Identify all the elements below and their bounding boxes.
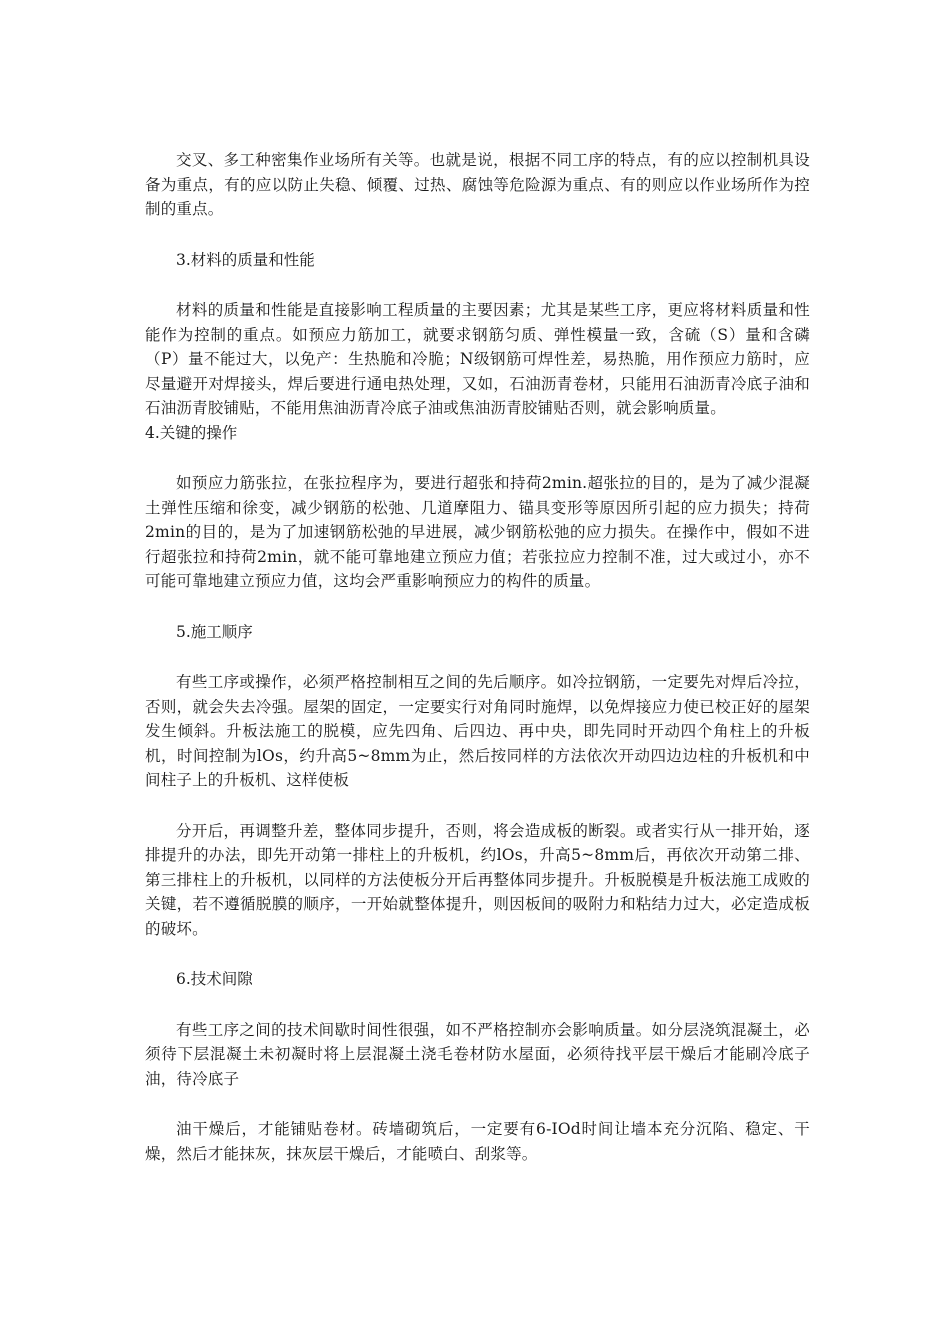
heading-technical-interval: 6.技术间隙 <box>176 970 253 988</box>
paragraph-key-operation: 如预应力筋张拉，在张拉程序为，要进行超张和持荷2min.超张拉的目的，是为了减少混凝土弹性压缩和徐变，减少钢筋的松弛、几道摩阻力、锚具变形等原因所引起的应力损失；持荷2min的目的，是为了加速钢筋松弛的早进展，减少钢筋松弛的应力损失。在操作中，假如不进行超张拉和持荷2min，就不能可靠地建立预应力值；若张拉应力控制不准，过大或过小，亦不可能可靠地建立预应力值，这均会严重影响预应力的构件的质量。 <box>145 474 810 590</box>
heading-construction-sequence: 5.施工顺序 <box>176 622 253 641</box>
paragraph-construction-sequence: 有些工序或操作，必须严格控制相互之间的先后顺序。如冷拉钢筋，一定要先对焊后冷拉，否则，就会失去冷强。屋架的固定，一定要实行对角同时施焊，以免焊接应力使已校正好的屋架发生倾斜。升板法施工的脱模，应先四角、后四边、再中央，即先同时开动四个角柱上的升板机，时间控制为lOs，约升高5~8mm为止，然后按同样的方法依次开动四边边柱的升板机和中间柱子上的升板机、这样使板 <box>145 673 810 789</box>
paragraph-technical-interval-continued: 油干燥后，才能铺贴卷材。砖墙砌筑后，一定要有6-IOd时间让墙本充分沉陷、稳定、干燥，然后才能抹灰，抹灰层干燥后，才能喷白、刮浆等。 <box>145 1120 810 1163</box>
paragraph-construction-sequence-continued: 分开后，再调整升差，整体同步提升，否则，将会造成板的断裂。或者实行从一排开始，逐排提升的办法，即先开动第一排柱上的升板机，约lOs，升高5~8mm后，再依次开动第二排、第三排柱上的升板机，以同样的方法使板分开后再整体同步提升。升板脱模是升板法施工成败的关键，若不遵循脱膜的顺序，一开始就整体提升，则因板间的吸附力和粘结力过大，必定造成板的破坏。 <box>145 821 810 938</box>
heading-key-operation: 4.关键的操作 <box>145 423 238 442</box>
document-page <box>145 148 810 1166</box>
paragraph-technical-interval: 有些工序之间的技术间歇时间性很强，如不严格控制亦会影响质量。如分层浇筑混凝土，必须待下层混凝土未初凝时将上层混凝土浇毛卷材防水屋面，必须待找平层干燥后才能刷冷底子油，待冷底子 <box>145 1020 810 1088</box>
paragraph-control-focus: 交叉、多工种密集作业场所有关等。也就是说，根据不同工序的特点，有的应以控制机具设备为重点，有的应以防止失稳、倾覆、过热、腐蚀等危险源为重点、有的则应以作业场所作为控制的重点。 <box>145 151 810 218</box>
heading-material-quality: 3.材料的质量和性能 <box>176 250 315 269</box>
paragraph-material-quality: 材料的质量和性能是直接影响工程质量的主要因素；尤其是某些工序，更应将材料质量和性能作为控制的重点。如预应力筋加工，就要求钢筋匀质、弹性模量一致，含硫（S）量和含磷（P）量不能过大，以免产：生热脆和冷脆；N级钢筋可焊性差，易热脆，用作预应力筋时，应尽量避开对焊接头，焊后要进行通电热处理，又如，石油沥青卷材，只能用石油沥青冷底子油和石油沥青胶铺贴，不能用焦油沥青冷底子油或焦油沥青胶铺贴否则，就会影响质量。 <box>145 301 810 417</box>
